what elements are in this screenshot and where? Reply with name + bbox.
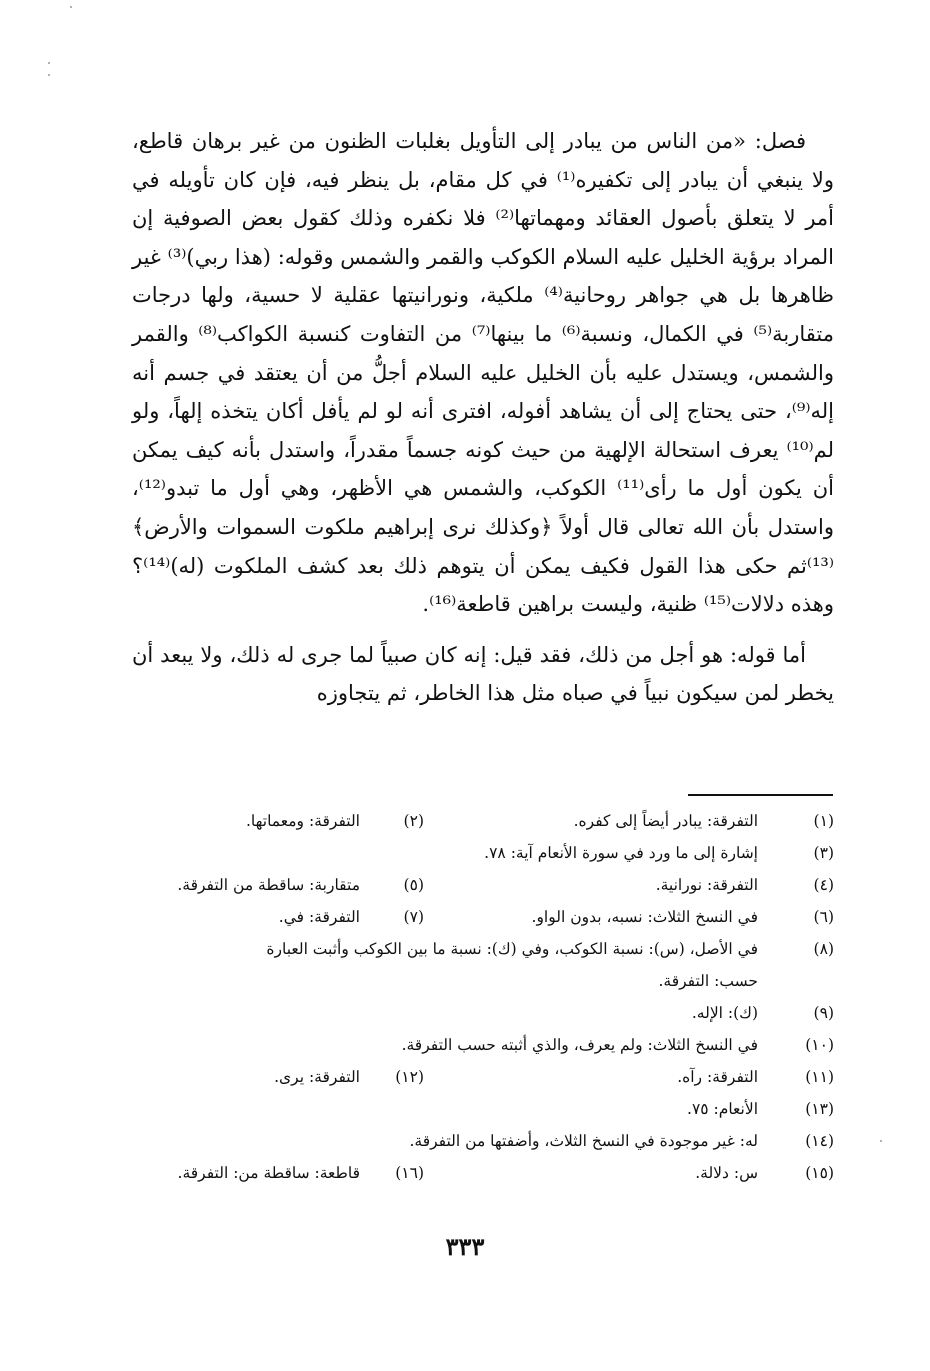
scan-speck [880, 1140, 882, 1142]
footnote-number: (٦) [813, 908, 834, 926]
footnote-text: التفرقة: يبادر أيضاً إلى كفره. [573, 812, 758, 830]
footnote-row [132, 1029, 834, 1061]
scan-speck [48, 74, 50, 76]
footnote-row [132, 1061, 834, 1093]
footnote-continuation [132, 965, 834, 997]
footnote-text: في النسخ الثلاث: نسبه، بدون الواو. [531, 908, 758, 926]
footnote-text: في النسخ الثلاث: ولم يعرف، والذي أثبته حسب التفرقة. [401, 1036, 758, 1054]
footnote-number: (٣) [813, 844, 834, 862]
footnote-number: (١٦) [395, 1164, 424, 1182]
footnote-text: التفرقة: نورانية. [655, 876, 758, 894]
main-text [132, 122, 834, 713]
footnote-row [132, 997, 834, 1029]
footnote-text: (ك): الإله. [691, 1004, 758, 1022]
paragraph: فصل: «من الناس من يبادر إلى التأويل بغلبات الظنون من غير برهان قاطع، ولا ينبغي أن يبادر إلى تكفيره⁽¹⁾ في كل مقام، بل ينظر فيه، فإن كان تأويله في أمر لا يتعلق بأصول العقائد ومهماتها⁽²⁾ فلا نكفره وذلك كقول بعض الصوفية إن المراد برؤية الخليل عليه السلام الكوكب والقمر والشمس وقوله: (هذا ربي)⁽³⁾ غير ظاهرها بل هي جواهر روحانية⁽⁴⁾ ملكية، ونورانيتها عقلية لا حسية، ولها درجات متقاربة⁽⁵⁾ في الكمال، ونسبة⁽⁶⁾ ما بينها⁽⁷⁾ من التفاوت كنسبة الكواكب⁽⁸⁾ والقمر والشمس، ويستدل عليه بأن الخليل عليه السلام أجلُّ من أن يعتقد في جسم أنه إله⁽⁹⁾، حتى يحتاج إلى أن يشاهد أفوله، افترى أنه لو لم يأفل أكان يتخذه إلهاً، ولو لم⁽¹⁰⁾ يعرف استحالة الإلهية من حيث كونه جسماً مقدراً، واستدل بأنه كيف يمكن أن يكون أول ما رأى⁽¹¹⁾ الكوكب، والشمس هي الأظهر، وهي أول ما تبدو⁽¹²⁾، واستدل بأن الله تعالى قال أولاً ﴿وكذلك نرى إبراهيم ملكوت السموات والأرض﴾⁽¹³⁾ثم حكى هذا القول فكيف يمكن أن يتوهم ذلك بعد كشف الملكوت (له)⁽¹⁴⁾؟ وهذه دلالات⁽¹⁵⁾ ظنية، وليست براهين قاطعة⁽¹⁶⁾. [132, 129, 834, 617]
footnote-number: (١٤) [805, 1132, 834, 1150]
footnote-number: (١١) [805, 1068, 834, 1086]
footnote-text: متقاربة: ساقطة من التفرقة. [177, 876, 360, 894]
footnote-separator [688, 794, 833, 796]
footnote-text: له: غير موجودة في النسخ الثلاث، وأضفتها من التفرقة. [409, 1132, 758, 1150]
footnote-text: التفرقة: رآه. [677, 1068, 758, 1086]
page-number: ٣٣٣ [445, 1232, 485, 1261]
footnote-text: حسب: التفرقة. [658, 972, 758, 990]
footnote-text: س: دلالة. [695, 1164, 758, 1182]
footnote-row [132, 805, 834, 837]
footnote-row [132, 1125, 834, 1157]
footnote-number: (٧) [403, 908, 424, 926]
footnote-number: (٩) [813, 1004, 834, 1022]
paragraph: أما قوله: هو أجل من ذلك، فقد قيل: إنه كان صبياً لما جرى له ذلك، ولا يبعد أن يخطر لمن سيكون نبياً في صباه مثل هذا الخاطر، ثم يتجاوزه [132, 642, 834, 706]
footnote-row [132, 1093, 834, 1125]
footnote-row [132, 901, 834, 933]
footnote-number: (٢) [403, 812, 424, 830]
scan-speck [70, 6, 72, 8]
footnote-row [132, 933, 834, 965]
footnote-number: (٤) [813, 876, 834, 894]
footnote-row [132, 837, 834, 869]
footnote-text: التفرقة: يرى. [274, 1068, 360, 1086]
footnote-number: (٥) [403, 876, 424, 894]
footnote-row [132, 1157, 834, 1189]
footnote-text: الأنعام: ٧٥. [687, 1100, 758, 1118]
footnote-number: (١٥) [805, 1164, 834, 1182]
footnote-number: (١٣) [805, 1100, 834, 1118]
footnote-text: التفرقة: ومعماتها. [245, 812, 360, 830]
footnote-number: (١٠) [805, 1036, 834, 1054]
footnote-text: قاطعة: ساقطة من: التفرقة. [177, 1164, 360, 1182]
footnote-number: (١) [813, 812, 834, 830]
footnote-row [132, 869, 834, 901]
footnote-text: التفرقة: في. [278, 908, 360, 926]
footnote-text: إشارة إلى ما ورد في سورة الأنعام آية: ٧٨. [484, 844, 758, 862]
footnote-number: (٨) [813, 940, 834, 958]
footnote-number: (١٢) [395, 1068, 424, 1086]
footnotes [132, 805, 834, 1189]
footnote-text: في الأصل، (س): نسبة الكوكب، وفي (ك): نسبة ما بين الكوكب وأثبت العبارة [266, 940, 758, 958]
scan-speck [48, 62, 50, 64]
